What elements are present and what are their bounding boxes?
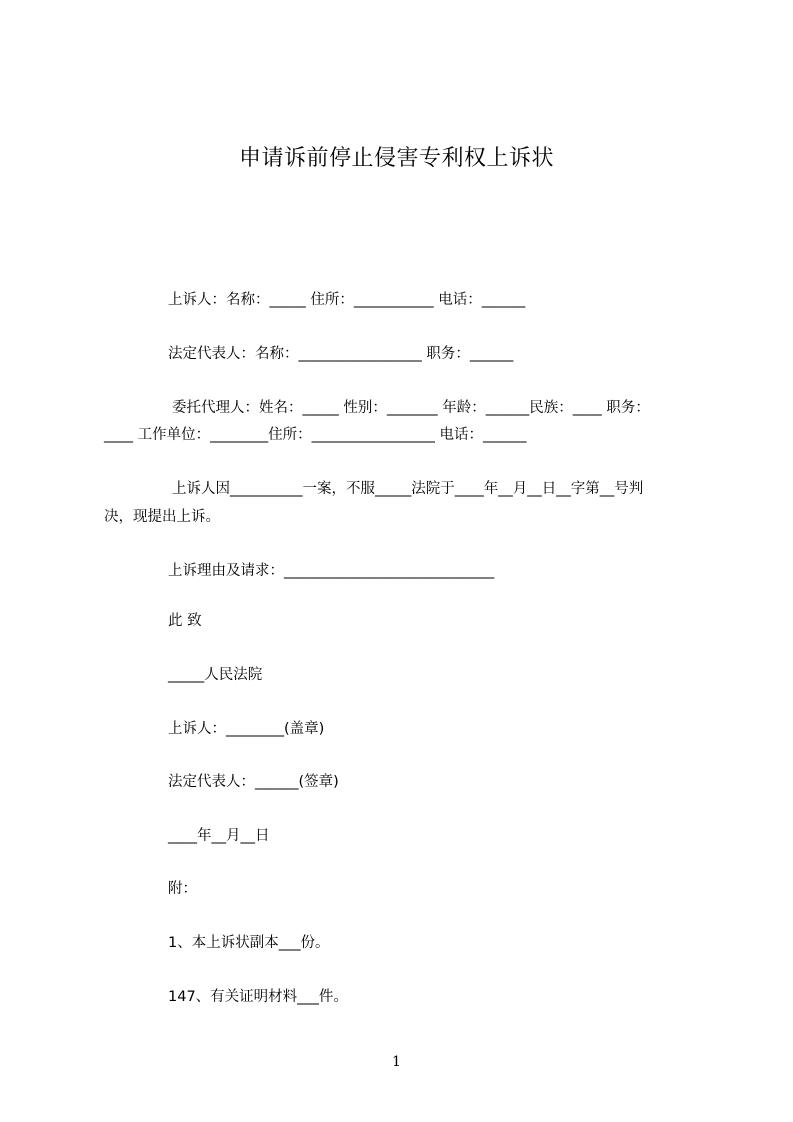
page-number: 1: [392, 1054, 401, 1070]
appeal-statement-line-2: 决，现提出上诉。: [104, 509, 220, 525]
agent-line-1: 委托代理人：姓名：_____ 性别：_______ 年龄：______民族：____ 职务：: [172, 400, 650, 416]
attachment-item-2: 147、有关证明材料___件。: [168, 989, 348, 1005]
appellant-seal-line: 上诉人：________(盖章): [168, 721, 325, 737]
court-line: _____人民法院: [168, 667, 263, 683]
document-title: 申请诉前停止侵害专利权上诉状: [238, 146, 554, 171]
appeal-reasons-line: 上诉理由及请求：_____________________________: [168, 563, 495, 579]
date-line: ____年__月__日: [168, 828, 270, 844]
legal-representative-line: 法定代表人：名称：_________________ 职务：______: [168, 346, 514, 362]
attachment-item-1: 1、本上诉状副本___份。: [168, 935, 330, 951]
salutation: 此 致: [168, 613, 202, 629]
attachments-heading: 附：: [168, 881, 197, 897]
legal-rep-signature-line: 法定代表人：______(签章): [168, 774, 339, 790]
appeal-statement-line-1: 上诉人因__________一案，不服_____法院于____年__月__日__字第__号判: [172, 481, 644, 497]
appellant-line: 上诉人：名称：_____ 住所：___________ 电话：______: [168, 292, 526, 308]
agent-line-2: ____ 工作单位：________住所：_________________ 电话：______: [104, 427, 527, 443]
